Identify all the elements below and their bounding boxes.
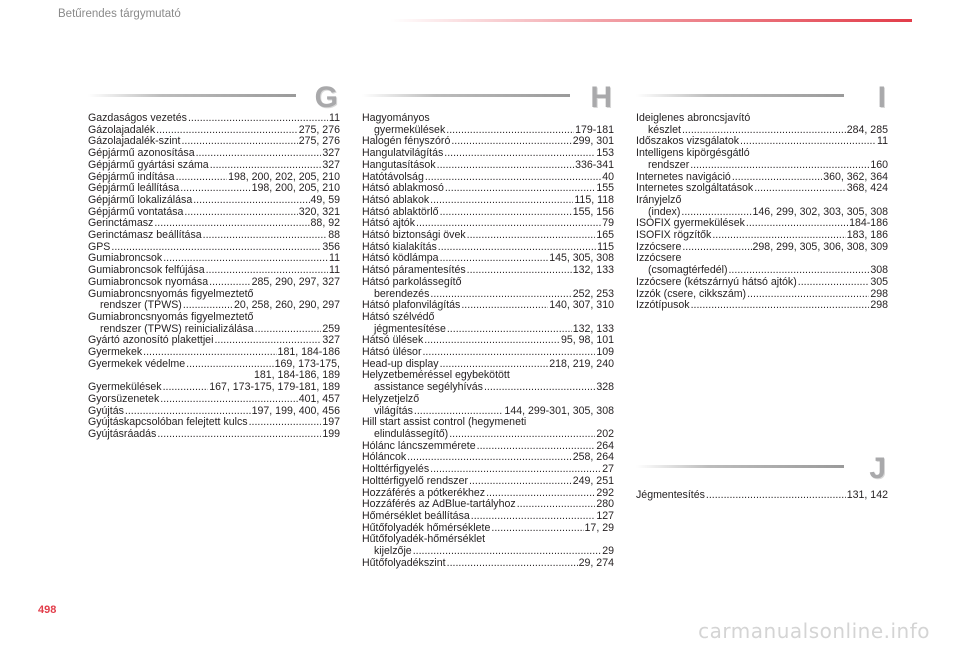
leader-dots (682, 242, 751, 254)
index-entry (362, 160, 614, 172)
index-term: Holttérfigyelés (362, 463, 430, 476)
page-refs: 249, 251 (572, 474, 614, 487)
page-refs: 146, 299, 302, 303, 305, 308 (752, 205, 888, 218)
index-entry (636, 300, 888, 312)
index-entry (362, 347, 614, 359)
page-refs: 11 (877, 135, 888, 148)
index-entry (88, 195, 340, 207)
leader-dots (193, 195, 309, 207)
index-term: Hátsó páramentesítés (362, 264, 466, 277)
section-letter: J (869, 452, 886, 485)
leader-dots (181, 136, 297, 148)
index-term: Hozzáférés az AdBlue-tartályhoz (362, 498, 516, 511)
index-entry-heading: Hűtőfolyadék-hőmérséklet (362, 533, 486, 546)
section-rule (636, 465, 844, 468)
page-refs: 165 (596, 229, 614, 242)
leader-dots (422, 347, 595, 359)
page-refs: 167, 173-175, 179-181, 189 (209, 381, 340, 394)
index-term: Hátsó ablaktörlő (362, 205, 439, 218)
index-term: Hozzáférés a pótkerékhez (362, 486, 486, 499)
index-entry-heading: Hill start assist control (hegymeneti (362, 416, 527, 429)
leader-dots (690, 160, 869, 172)
leader-dots (491, 523, 583, 535)
page-refs: 198, 200, 205, 210 (251, 182, 340, 195)
index-term: Hátsó ködlámpa (362, 252, 439, 265)
page-refs: 299, 301 (572, 135, 614, 148)
index-entry (88, 113, 340, 125)
page-refs: 40 (602, 170, 614, 183)
page-refs: 327 (322, 147, 340, 160)
page-refs: 197 (322, 416, 340, 429)
index-term: Halogén fényszóró (362, 135, 451, 148)
index-term: Hátsó ablakok (362, 193, 430, 206)
page-refs: 181, 184-186 (277, 346, 340, 359)
leader-dots (747, 289, 869, 301)
index-entry-heading: Irányjelző (636, 193, 682, 206)
index-column-g (88, 113, 340, 441)
leader-dots (209, 277, 251, 289)
index-term: Holttérfigyelő rendszer (362, 474, 468, 487)
page-refs: 153 (596, 147, 614, 160)
page-refs: 275, 276 (298, 123, 340, 136)
page-refs: 144, 299-301, 305, 308 (504, 404, 614, 417)
leader-dots (740, 136, 876, 148)
index-term: Gumiabroncsok (88, 252, 163, 265)
index-term: Gyújtás (88, 404, 124, 417)
page-refs: 280 (596, 498, 614, 511)
index-term: Hóláncok (362, 451, 407, 464)
index-term: Izzócsere (636, 240, 682, 253)
index-entry-heading: Izzócsere (636, 252, 682, 265)
index-term: Gázolajadalék (88, 123, 156, 136)
page-refs: 275, 276 (298, 135, 340, 148)
page-refs: 145, 305, 308 (549, 252, 614, 265)
page-refs: 284, 285 (846, 123, 888, 136)
section-rule (636, 94, 844, 97)
index-column-h (362, 113, 614, 569)
index-term: Hangulatvilágítás (362, 147, 444, 160)
page-refs: 292 (596, 486, 614, 499)
index-term: Időszakos vizsgálatok (636, 135, 740, 148)
page-refs: 285, 290, 297, 327 (251, 275, 340, 288)
page-refs: 258, 264 (572, 451, 614, 464)
page-refs: 155 (596, 182, 614, 195)
index-term: (index) (648, 205, 681, 218)
leader-dots (469, 476, 572, 488)
page-refs: 131, 142 (846, 489, 888, 501)
leader-dots (196, 148, 322, 160)
index-term: Hólánc láncszemmérete (362, 439, 476, 452)
index-term: berendezés (374, 287, 430, 300)
index-term: Head-up display (362, 357, 439, 370)
page-refs: 327 (322, 334, 340, 347)
index-entry (362, 511, 614, 523)
index-term: ISOFIX rögzítők (636, 229, 712, 242)
index-term: Gépjármű lokalizálása (88, 193, 193, 206)
page-title: Betűrendes tárgymutató (58, 8, 181, 20)
section-letter: G (314, 81, 338, 114)
leader-dots (691, 300, 870, 312)
index-entry (362, 476, 614, 488)
index-term: Hátsó ülésor (362, 346, 422, 359)
index-term: Gyermekek védelme (88, 357, 186, 370)
page-refs: 305 (870, 275, 888, 288)
leader-dots (413, 546, 602, 558)
page-refs: 183, 186 (846, 229, 888, 242)
watermark: carmanualsonline.info (698, 619, 930, 643)
leader-dots (467, 265, 572, 277)
index-term: GPS (88, 240, 111, 253)
page-refs: 88, 92 (310, 217, 340, 230)
index-term: Hőmérséklet beállítása (362, 509, 470, 522)
section-rule (88, 94, 296, 97)
page-refs: 179-181 (575, 123, 614, 136)
index-entry-heading: Ideiglenes abroncsjavító (636, 112, 751, 124)
index-term: Gépjármű vontatása (88, 205, 184, 218)
page-refs: 11 (329, 112, 340, 124)
index-entry (88, 347, 340, 359)
index-term: Gumiabroncsok nyomása (88, 275, 209, 288)
leader-dots (203, 230, 328, 242)
page-refs: 27 (602, 463, 614, 476)
index-term: Hatótávolság (362, 170, 424, 183)
page-refs: 29 (602, 545, 614, 558)
index-term: Gumiabroncsok felfújása (88, 264, 205, 277)
index-term: Gyermekek (88, 346, 143, 359)
index-entry (88, 277, 340, 289)
page-refs: 252, 253 (572, 287, 614, 300)
page-refs: 327 (322, 158, 340, 171)
index-entry-heading: Gumiabroncsnyomás figyelmeztető (88, 310, 254, 323)
index-term: Izzócsere (kétszárnyú hátsó ajtók) (636, 275, 797, 288)
page-refs: 95, 98, 101 (560, 334, 614, 347)
page-refs: 368, 424 (846, 182, 888, 195)
index-term: (csomagtérfedél) (648, 264, 728, 277)
leader-dots (160, 394, 298, 406)
leader-dots (712, 230, 845, 242)
index-term: Gépjármű indítása (88, 170, 175, 183)
index-column-i (636, 113, 888, 312)
leader-dots (249, 417, 322, 429)
leader-dots (798, 277, 870, 289)
leader-dots (184, 207, 297, 219)
index-term: világítás (374, 404, 413, 417)
index-entry-heading: Intelligens kipörgésgátló (636, 147, 750, 160)
page-refs: 197, 199, 400, 456 (251, 404, 340, 417)
index-entry (88, 230, 340, 242)
index-term: Gázolajadalék-szint (88, 135, 181, 148)
index-term: rendszer (648, 158, 690, 171)
index-term: Gyorsüzenetek (88, 392, 160, 405)
index-term: Hangutasítások (362, 158, 436, 171)
index-term: Internetes szolgáltatások (636, 182, 754, 195)
index-column-j (636, 490, 888, 502)
leader-dots (754, 183, 846, 195)
page-refs: 132, 133 (572, 264, 614, 277)
page-refs: 115 (597, 240, 614, 253)
index-term: jégmentesítése (374, 322, 446, 335)
leader-dots (449, 429, 595, 441)
index-term: Hátsó plafonvilágítás (362, 299, 461, 312)
leader-dots (461, 300, 548, 312)
leader-dots (517, 499, 596, 511)
page-refs: 356 (322, 240, 340, 253)
index-term: Gépjármű azonosítása (88, 147, 195, 160)
page-refs: 169, 173-175, (274, 357, 340, 370)
title-accent-bar (390, 19, 912, 22)
index-term: Gerinctámasz beállítása (88, 229, 202, 242)
index-term: készlet (648, 123, 681, 136)
section-letter: I (877, 81, 886, 114)
index-entry (362, 429, 614, 441)
page-refs: 264 (596, 439, 614, 452)
page-refs: 360, 362, 364 (823, 170, 888, 183)
page-refs: 49, 59 (310, 193, 340, 206)
page-refs: 298 (870, 287, 888, 300)
page-refs: 298, 299, 305, 306, 308, 309 (752, 240, 888, 253)
page-refs: 320, 321 (298, 205, 340, 218)
page-refs: 160 (870, 158, 888, 171)
index-entry (636, 160, 888, 172)
index-entry (88, 429, 340, 441)
index-term: rendszer (TPWS) reinicializálása (100, 322, 254, 335)
leader-dots (467, 230, 596, 242)
page-refs: 259 (322, 322, 340, 335)
leader-dots (447, 324, 572, 336)
index-term: Hátsó ablakmosó (362, 182, 444, 195)
index-term: Gépjármű gyártási száma (88, 158, 209, 171)
index-term: elindulássegítő) (374, 427, 449, 440)
leader-dots (437, 160, 574, 172)
page-refs: 20, 258, 260, 290, 297 (233, 299, 340, 312)
leader-dots (746, 218, 848, 230)
section-rule (362, 94, 570, 97)
leader-dots (440, 207, 572, 219)
leader-dots (425, 172, 601, 184)
page-refs: 308 (870, 264, 888, 277)
page-refs: 202 (596, 427, 614, 440)
leader-dots (163, 382, 209, 394)
index-term: Hátsó biztonsági övek (362, 229, 466, 242)
index-term: Gyújtáskapcsolóban felejtett kulcs (88, 416, 248, 429)
leader-dots (447, 558, 578, 570)
page-refs: 298 (870, 299, 888, 312)
page-refs: 11 (329, 252, 340, 265)
index-term: Hátsó kialakítás (362, 240, 437, 253)
page-refs: 218, 219, 240 (549, 357, 614, 370)
index-term: Jégmentesítés (636, 489, 705, 501)
page-refs: 132, 133 (572, 322, 614, 335)
index-term: Gyártó azonosító plakettjei (88, 334, 214, 347)
index-term: Gyermekülések (88, 381, 162, 394)
index-entry (362, 558, 614, 570)
index-entry-heading: Hagyományos (362, 112, 430, 124)
page-refs: 29, 274 (578, 556, 614, 569)
leader-dots (188, 113, 328, 125)
index-entry (362, 230, 614, 242)
leader-dots (157, 429, 321, 441)
leader-dots (471, 511, 596, 523)
leader-dots (706, 490, 846, 502)
page-refs: 11 (329, 264, 340, 277)
page-refs-continued: 181, 184-186, 189 (253, 369, 340, 382)
page-refs: 155, 156 (572, 205, 614, 218)
index-term: Hűtőfolyadékszint (362, 556, 446, 569)
index-term: assistance segélyhívás (374, 381, 483, 394)
page-refs: 198, 200, 202, 205, 210 (228, 170, 340, 183)
index-term: Gazdaságos vezetés (88, 112, 187, 124)
index-entry (636, 277, 888, 289)
page-refs: 328 (596, 381, 614, 394)
page-refs: 17, 29 (584, 521, 614, 534)
index-entry-heading: Helyzetjelző (362, 392, 420, 405)
index-term: ISOFIX gyermekülések (636, 217, 745, 230)
index-entry (362, 546, 614, 558)
index-term: Izzótípusok (636, 299, 690, 312)
index-term: kijelzője (374, 545, 412, 558)
leader-dots (255, 324, 322, 336)
leader-dots (484, 382, 595, 394)
index-entry (88, 394, 340, 406)
leader-dots (210, 160, 322, 172)
index-term: rendszer (TPWS) (100, 299, 182, 312)
page-number: 498 (38, 604, 57, 616)
leader-dots (143, 347, 276, 359)
leader-dots (176, 172, 228, 184)
leader-dots (451, 136, 571, 148)
page-refs: 184-186 (849, 217, 888, 230)
page-refs: 88 (328, 229, 340, 242)
page-refs: 109 (596, 346, 614, 359)
leader-dots (445, 183, 595, 195)
index-term: Gyújtásráadás (88, 427, 157, 440)
index-entry-heading: Gumiabroncsnyomás figyelmeztető (88, 287, 254, 300)
index-entry-heading: Helyzetbeméréssel egybekötött (362, 369, 510, 382)
page-refs: 140, 307, 310 (549, 299, 614, 312)
leader-dots (430, 195, 573, 207)
page-refs: 199 (322, 427, 340, 440)
index-term: Hátsó ülések (362, 334, 424, 347)
index-entry (636, 230, 888, 242)
page-refs: 127 (596, 509, 614, 522)
leader-dots (407, 452, 572, 464)
section-header-j (636, 452, 888, 487)
section-letter: H (590, 81, 612, 114)
leader-dots (444, 148, 595, 160)
index-term: Izzók (csere, cikkszám) (636, 287, 747, 300)
index-term: Hűtőfolyadék hőmérséklete (362, 521, 491, 534)
index-entry-heading: Hátsó szélvédő (362, 310, 435, 323)
leader-dots (424, 335, 560, 347)
page-refs: 401, 457 (298, 392, 340, 405)
index-term: gyermekülések (374, 123, 446, 136)
index-entry (636, 490, 888, 502)
page-refs: 115, 118 (574, 193, 614, 206)
index-term: Hátsó ajtók (362, 217, 415, 230)
index-entry (88, 160, 340, 172)
index-entry (362, 195, 614, 207)
index-term: Gerinctámasz (88, 217, 154, 230)
index-term: Internetes navigáció (636, 170, 731, 183)
page-refs: 336-341 (575, 158, 614, 171)
leader-dots (446, 125, 574, 137)
page-refs: 79 (602, 217, 614, 230)
index-term: Gépjármű leállítása (88, 182, 180, 195)
index-entry-heading: Hátsó parkolássegítő (362, 275, 462, 288)
